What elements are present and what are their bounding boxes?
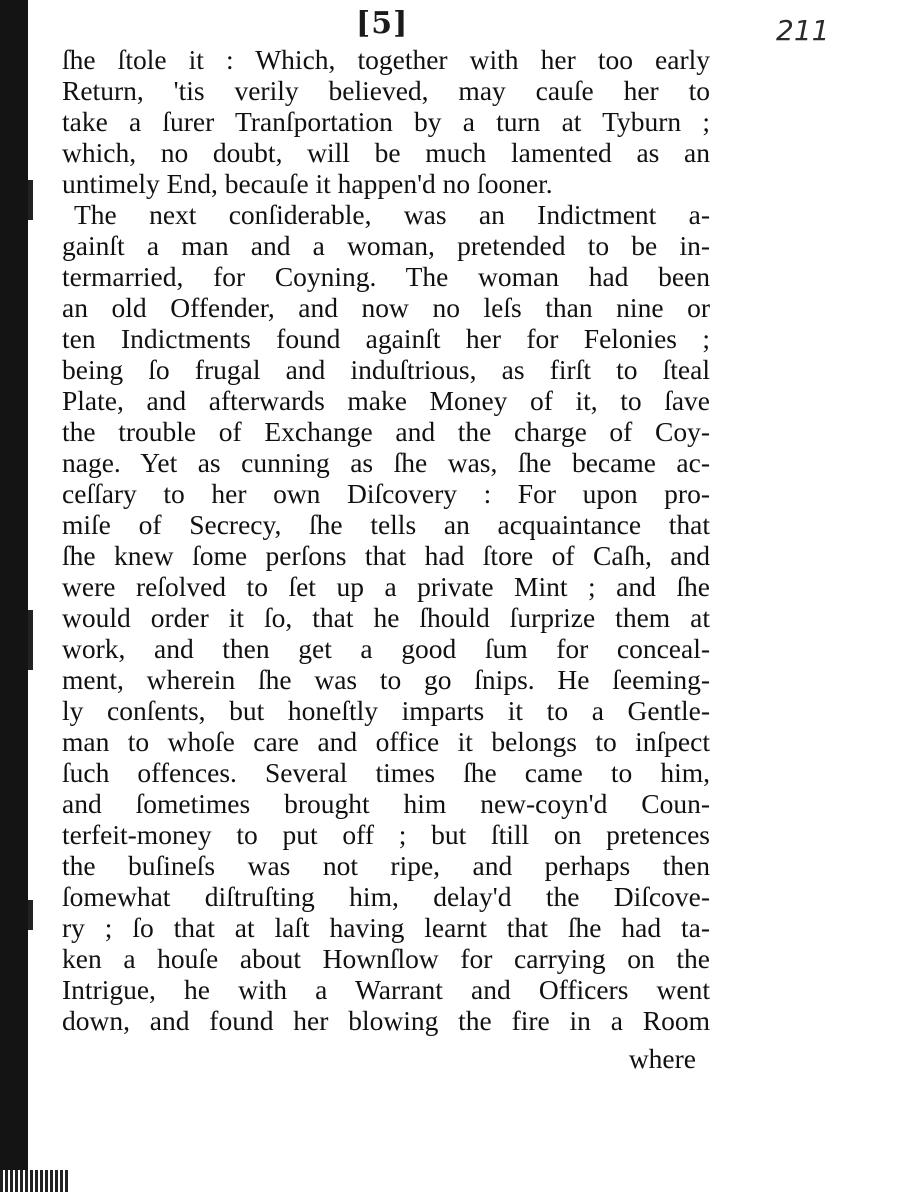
text-line: would order it ſo, that he ſhould ſurprize them at [62,602,710,633]
scan-edge-mark [0,1170,70,1192]
text-line: man to whoſe care and office it belongs to inſpect [62,726,710,757]
text-line: Plate, and afterwards make Money of it, to ſave [62,385,710,416]
catchword: where [628,1043,696,1074]
text-line: take a ſurer Tranſportation by a turn at Tyburn ; [62,106,710,137]
text-line: ment, wherein ſhe was to go ſnips. He ſeeming- [62,664,710,695]
scan-gutter-shadow [0,0,28,1192]
text-line: which, no doubt, will be much lamented as an [62,137,710,168]
text-line: ly conſents, but honeſtly imparts it to a Gentle- [62,695,710,726]
text-line: the trouble of Exchange and the charge of Coy- [62,416,710,447]
text-line: ry ; ſo that at laſt having learnt that ſhe had ta- [62,912,710,943]
text-line: down, and found her blowing the fire in a Room [62,1005,710,1036]
text-line: Intrigue, he with a Warrant and Officers went [62,974,710,1005]
folio-number: 211 [776,14,830,47]
text-line: miſe of Secrecy, ſhe tells an acquaintance that [62,509,710,540]
scan-speck [28,180,33,220]
text-line: ceſſary to her own Diſcovery : For upon pro- [62,478,710,509]
text-line: untimely End, becauſe it happen'd no ſooner. [62,168,553,199]
text-line: ken a houſe about Hownſlow for carrying on the [62,943,710,974]
text-line: ſhe knew ſome perſons that had ſtore of Caſh, and [62,540,710,571]
text-line: ſhe ſtole it : Which, together with her too early [62,44,710,75]
scan-speck [28,900,33,930]
text-line: The next conſiderable, was an Indictment a- [74,199,710,230]
page-number: [5] [356,6,409,41]
text-line: gainſt a man and a woman, pretended to be in- [62,230,710,261]
text-line: being ſo frugal and induſtrious, as firſt to ſteal [62,354,710,385]
text-line: ſomewhat diſtruſting him, delay'd the Diſcove- [62,881,710,912]
text-line: nage. Yet as cunning as ſhe was, ſhe became ac- [62,447,710,478]
text-line: the buſineſs was not ripe, and perhaps then [62,850,710,881]
text-line: termarried, for Coyning. The woman had been [62,261,710,292]
text-line: and ſometimes brought him new-coyn'd Coun- [62,788,710,819]
text-line: were reſolved to ſet up a private Mint ; and ſhe [62,571,710,602]
text-line: Return, 'tis verily believed, may cauſe her to [62,75,710,106]
text-line: work, and then get a good ſum for conceal- [62,633,710,664]
text-line: terfeit-money to put off ; but ſtill on pretences [62,819,710,850]
text-line: an old Offender, and now no leſs than nine or [62,292,710,323]
text-line: ſuch offences. Several times ſhe came to him, [62,757,710,788]
text-line: ten Indictments found againſt her for Felonies ; [62,323,710,354]
scan-speck [28,610,33,670]
body-text [62,44,710,1036]
